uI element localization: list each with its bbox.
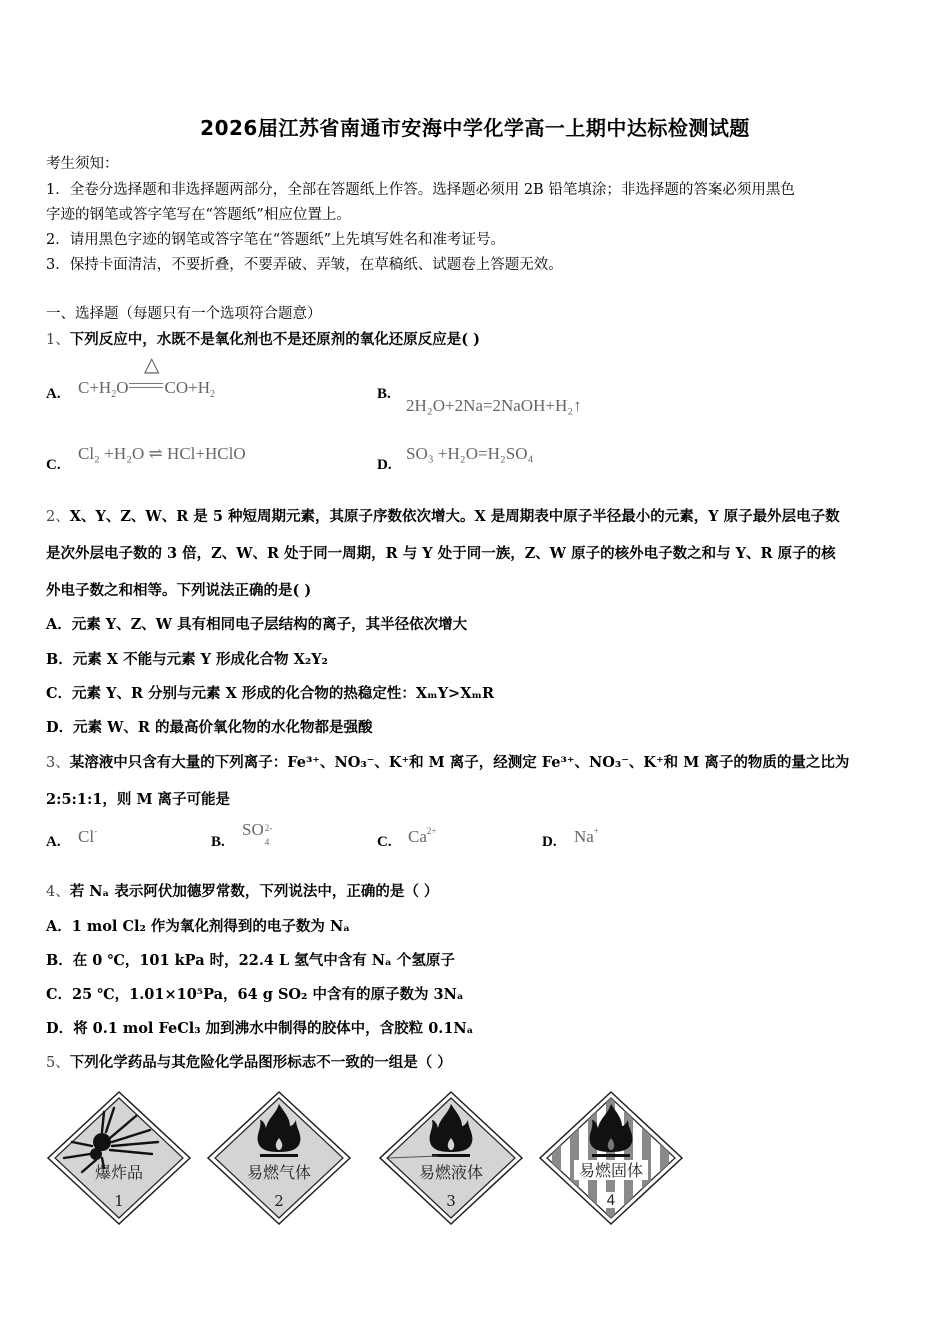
explosion-icon [46,1090,192,1226]
question-number: 4、 [46,884,70,900]
option-a-formula: $C+H_2O$ $CO+H_2$ [78,378,215,400]
option-b-formula: 2H₂O+2Na=2NaOH+H₂↑ [406,396,582,415]
option-b: B．在 0 ℃，101 kPa 时，22.4 L 氢气中含有 Nₐ 个氢原子 [46,952,455,969]
flame-icon [538,1090,684,1226]
option-c-label: C. [46,457,61,473]
option-c-ion: $Ca^{2+}$ [408,826,437,846]
option-b-ion: SO 2- 4 [242,820,273,847]
question-1-stem [46,328,480,349]
question-2-stem-line: 外电子数之和相等。下列说法正确的是( ) [46,582,312,599]
svg-text:易燃固体: 易燃固体 [578,1161,644,1180]
flame-icon [378,1090,524,1226]
notice-heading: 考生须知： [46,156,119,172]
question-2-stem-line: 是次外层电子数的 3 倍，Z、W、R 处于同一周期，R 与 Y 处于同一族，Z、W 原子的核外电子数之和与 Y、R 原子的核 [46,545,836,562]
question-2-stem: 2、X、Y、Z、W、R 是 5 种短周期元素，其原子序数依次增大。X 是周期表中原子半径最小的元素，Y 原子最外层电子数 [46,508,840,525]
question-3-stem-line: 2:5:1:1，则 M 离子可能是 [46,791,231,808]
option-d-label: D. [542,834,557,850]
svg-text:爆炸品: 爆炸品 [94,1163,144,1182]
question-5-stem: 5、下列化学药品与其危险化学品图形标志不一致的一组是（ ） [46,1054,452,1071]
option-d-label: D. [377,457,392,473]
notice-item: 1．全卷分选择题和非选择题两部分，全部在答题纸上作答。选择题必须用 2B 铅笔填涂；非选择题的答案必须用黑色 [46,182,795,198]
hazard-sign-flammable-liquid [378,1090,524,1226]
option-a-label: A. [46,834,61,850]
question-4-stem: 4、若 Nₐ 表示阿伏加德罗常数，下列说法中，正确的是（ ） [46,883,439,900]
option-b: B．元素 X 不能与元素 Y 形成化合物 X₂Y₂ [46,651,328,668]
question-number: 1、 [46,332,70,348]
hazard-sign-flammable-gas [206,1090,352,1226]
svg-text:3: 3 [446,1192,456,1210]
question-3-stem: 3、某溶液中只含有大量的下列离子：Fe³⁺、NO₃⁻、K⁺和 M 离子，经测定 Fe³⁺、NO₃⁻、K⁺和 M 离子的物质的量之比为 [46,754,850,771]
option-c: C．元素 Y、R 分别与元素 X 形成的化合物的热稳定性：XₘY>XₘR [46,685,495,702]
equals-sign-icon [129,383,163,388]
option-a-ion: Cl- [78,826,98,846]
svg-text:易燃液体: 易燃液体 [418,1163,484,1182]
section-heading: 一、选择题（每题只有一个选项符合题意） [46,306,322,322]
hazard-sign-explosive [46,1090,192,1226]
option-c: C．25 ℃，1.01×10⁵Pa，64 g SO₂ 中含有的原子数为 3Nₐ [46,986,464,1003]
option-d: D．将 0.1 mol FeCl₃ 加到沸水中制得的胶体中，含胶粒 0.1Nₐ [46,1020,474,1037]
notice-item: 字迹的钢笔或答字笔写在“答题纸”相应位置上。 [46,207,351,223]
svg-text:易燃气体: 易燃气体 [246,1163,312,1182]
svg-text:4: 4 [606,1193,616,1209]
page-title: 2026届江苏省南通市安海中学化学高一上期中达标检测试题 [200,116,750,140]
svg-text:2: 2 [274,1192,284,1210]
svg-text:1: 1 [114,1192,124,1210]
option-c-formula: Cl₂ +H₂O ⇌ HCl+HClO [78,444,246,463]
option-a: A．元素 Y、Z、W 具有相同电子层结构的离子，其半径依次增大 [46,616,468,633]
option-a: A．1 mol Cl₂ 作为氧化剂得到的电子数为 Nₐ [46,918,350,935]
option-b-label: B. [211,834,225,850]
question-number: 3、 [46,755,70,771]
heat-condition-icon: △ [144,352,160,376]
option-a-label: A. [46,386,61,402]
question-text: 下列反应中，水既不是氧化剂也不是还原剂的氧化还原反应是( ) [69,331,481,348]
flame-icon [206,1090,352,1226]
notice-item: 2．请用黑色字迹的钢笔或答字笔在“答题纸”上先填写姓名和准考证号。 [46,232,506,248]
option-c-label: C. [377,834,392,850]
question-number: 2、 [46,509,70,525]
option-d: D．元素 W、R 的最高价氧化物的水化物都是强酸 [46,719,373,736]
question-number: 5、 [46,1055,70,1071]
option-d-ion: Na+ [574,826,599,846]
option-d-formula: SO₃ +H₂O=H₂SO₄ [406,444,534,463]
notice-item: 3．保持卡面清洁，不要折叠，不要弄破、弄皱，在草稿纸、试题卷上答题无效。 [46,257,563,273]
hazard-sign-flammable-solid [538,1090,684,1226]
option-b-label: B. [377,386,391,402]
